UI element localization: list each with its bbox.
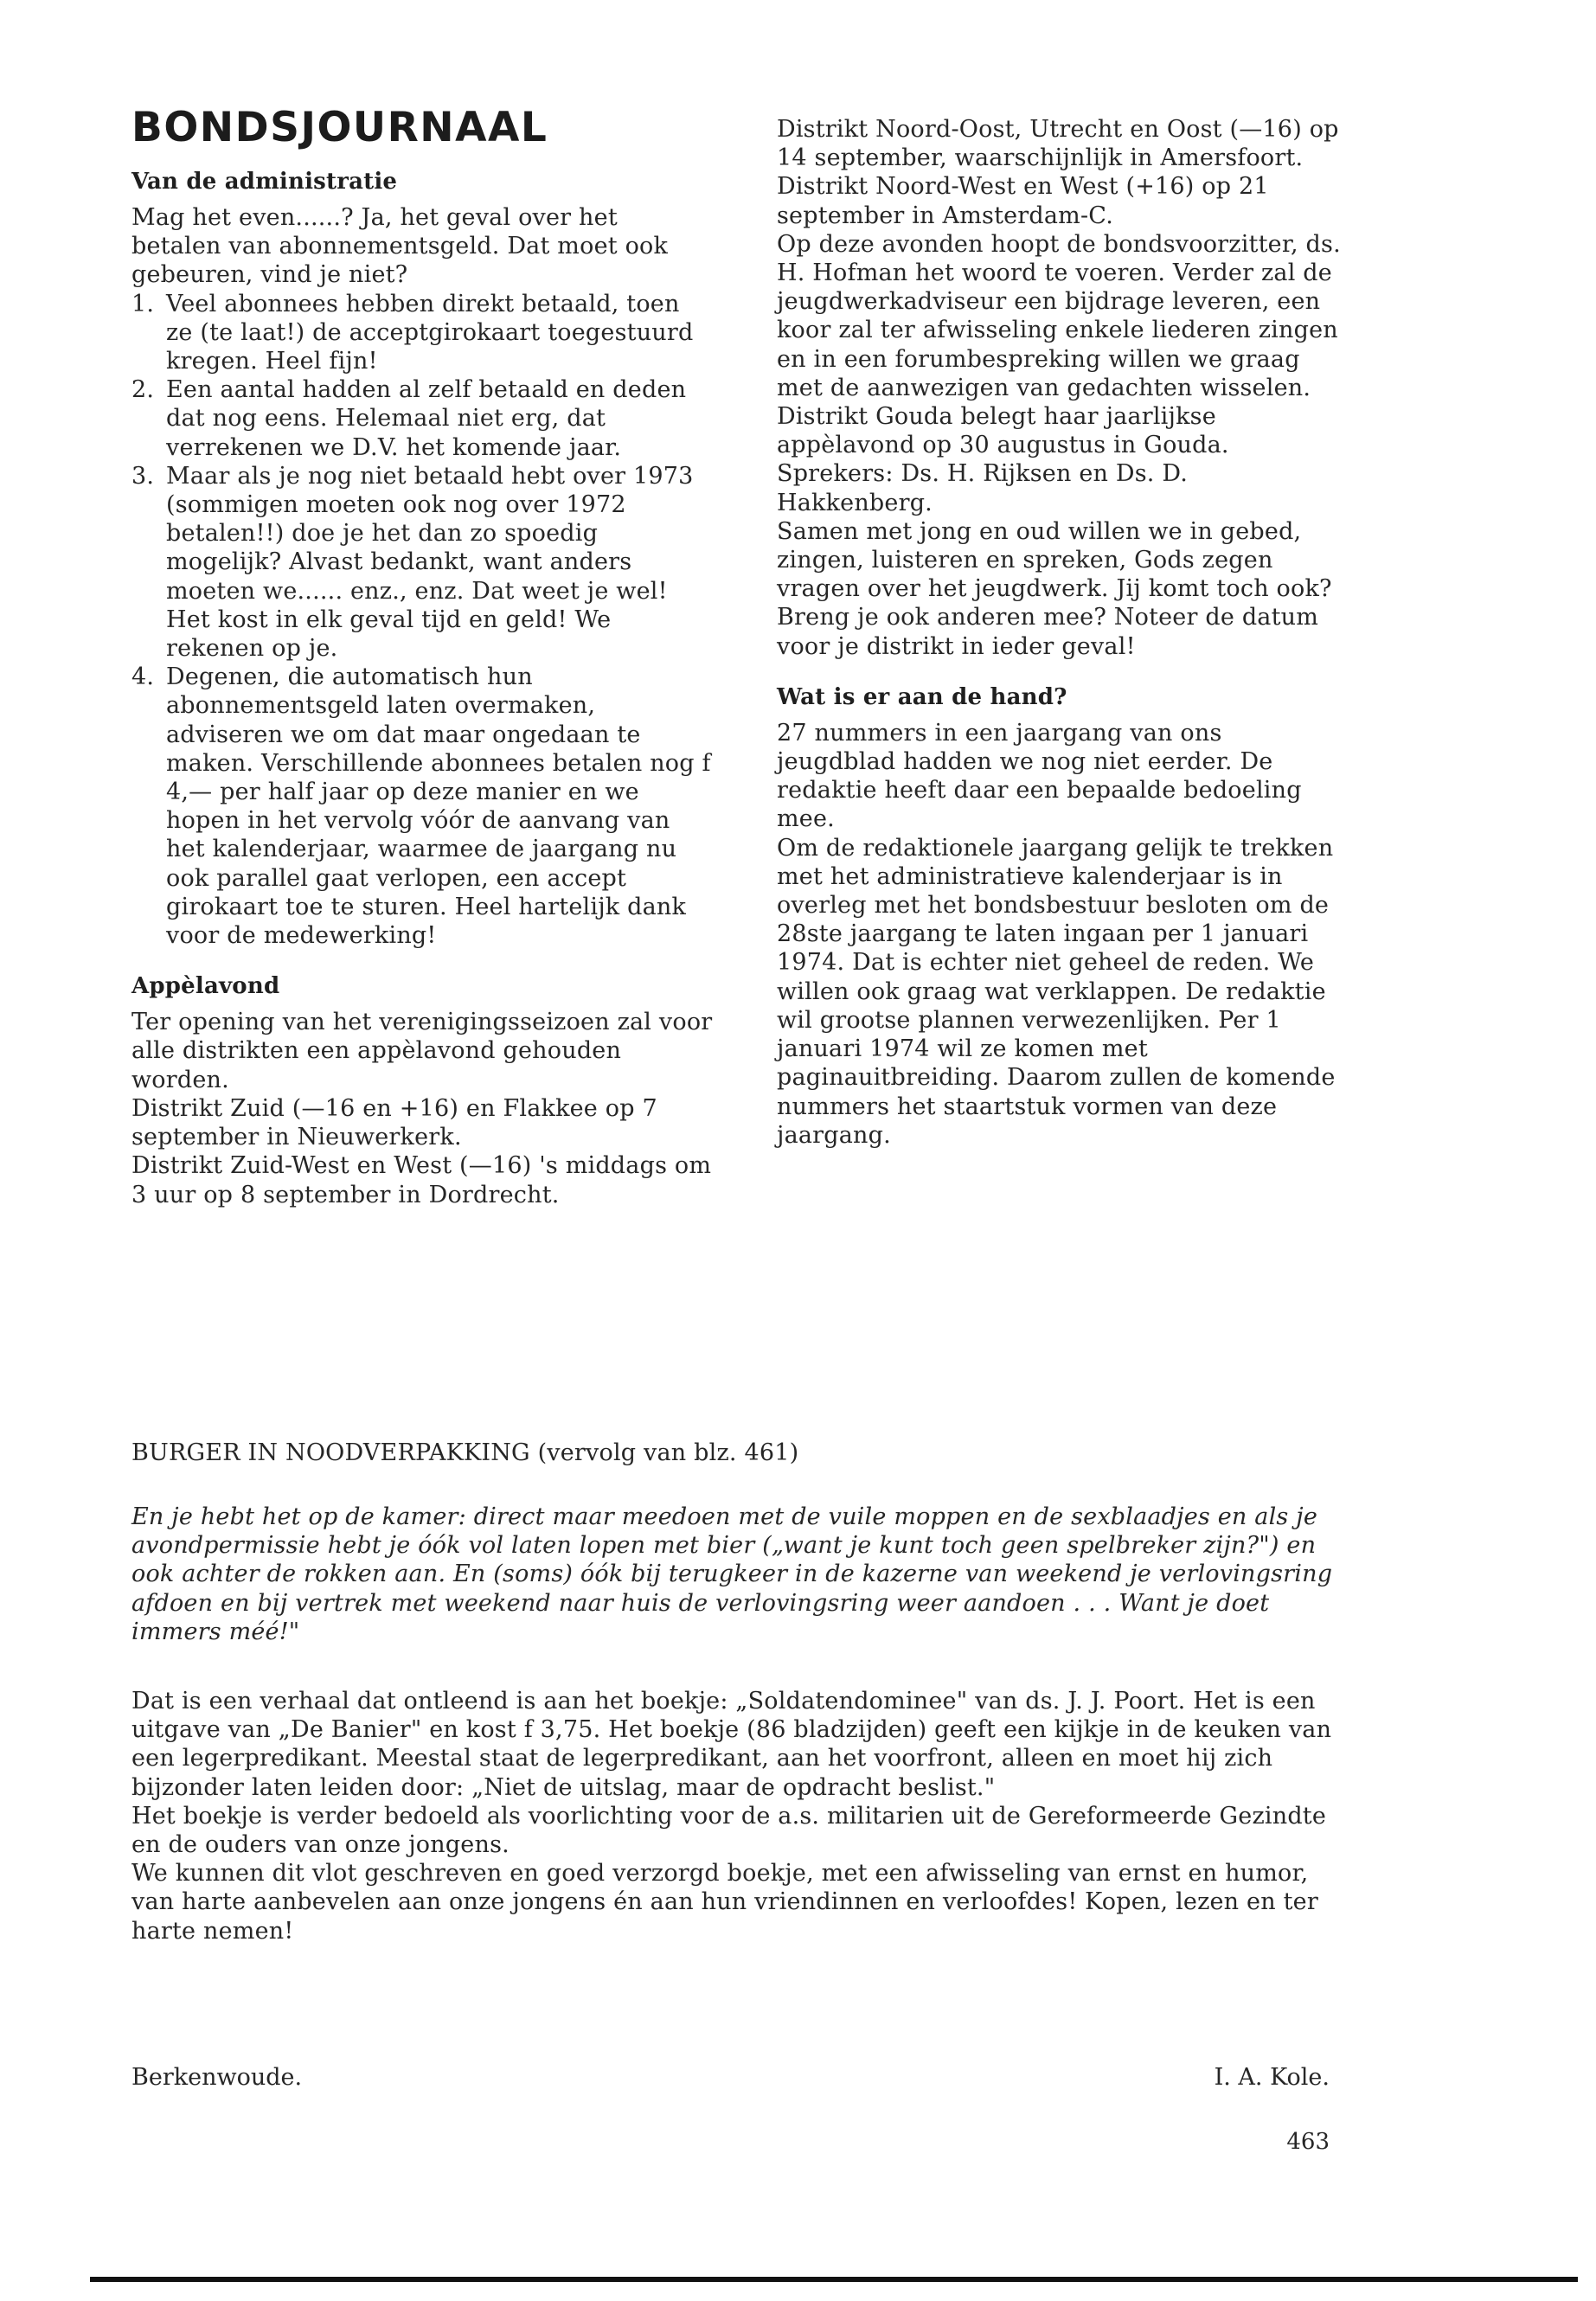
- page-number: 463: [1286, 2129, 1330, 2155]
- list-number: 4.: [131, 663, 155, 691]
- list-number: 1.: [131, 290, 155, 317]
- continuation-body: [131, 1687, 1336, 1945]
- body-paragraph: Dat is een verhaal dat ontleend is aan het boekje: „Soldatendominee" van ds. J. J. Poort. Het is een uitgave van „De Banier" en kost f 3,75. Het boekje (86 bladzijden) geeft een kijkje in de keuken van een legerpredikant. Meestal staat de legerpredikant, aan het voorfront, alleen en moet hij zich bijzonder laten leiden door: „Niet de uitslag, maar de opdracht beslist.": [131, 1688, 1332, 1801]
- appelavond-paragraph: Distrikt Noord-Oost, Utrecht en Oost (—16) op 14 september, waarschijnlijk in Amersfoort.: [777, 116, 1339, 172]
- hand-paragraph: 27 nummers in een jaargang van ons jeugdblad hadden we nog niet eerder. De redaktie heeft daar een bepaalde bedoeling mee.: [777, 719, 1302, 833]
- list-text: Veel abonnees hebben direkt betaald, toen ze (te laat!) de acceptgirokaart toegestuurd kregen. Heel fijn!: [166, 290, 694, 375]
- list-item: [131, 663, 713, 950]
- appelavond-paragraph: Distrikt Noord-West en West (+16) op 21 september in Amsterdam-C.: [777, 173, 1269, 229]
- masthead-title: BONDSJOURNAAL: [131, 104, 548, 151]
- appelavond-paragraph: Samen met jong en oud willen we in gebed, zingen, luisteren en spreken, Gods zegen vragen over het jeugdwerk. Jij komt toch ook? Breng je ook anderen mee? Noteer de datum voor je distrikt in ieder geval!: [777, 517, 1332, 660]
- list-text: Maar als je nog niet betaald hebt over 1973 (sommigen moeten ook nog over 1972 betalen!!) doe je het dan zo spoedig mogelijk? Alvast bedankt, want anders moeten we...... enz., enz. Dat weet je wel! Het kost in elk geval tijd en geld! We rekenen op je.: [166, 462, 694, 663]
- body-paragraph: Het boekje is verder bedoeld als voorlichting voor de a.s. militarien uit de Gereformeerde Gezindte en de ouders van onze jongens.: [131, 1802, 1327, 1859]
- list-item: [131, 290, 713, 376]
- appelavond-paragraph: Ter opening van het verenigingsseizoen zal voor alle distrikten een appèlavond gehouden worden.: [131, 1009, 713, 1093]
- appelavond-paragraph: Distrikt Zuid (—16 en +16) en Flakkee op 7 september in Nieuwerkerk.: [131, 1094, 657, 1151]
- hand-heading: Wat is er aan de hand?: [777, 683, 1067, 710]
- hand-paragraph: Om de redaktionele jaargang gelijk te trekken met het administratieve kalenderjaar is in overleg met het bondsbestuur besloten om de 28ste jaargang te laten ingaan per 1 januari 1974. Dat is echter niet geheel de reden. We willen ook graag wat verklappen. De redaktie wil grootse plannen verwezenlijken. Per 1 januari 1974 wil ze komen met paginauitbreiding. Daarom zullen de komende nummers het staartstuk vormen van deze jaargang.: [777, 834, 1336, 1149]
- administratie-heading: Van de administratie: [131, 169, 398, 195]
- signoff-place: Berkenwoude.: [131, 2064, 303, 2091]
- appelavond-paragraph: Distrikt Zuid-West en West (—16) 's middags om 3 uur op 8 september in Dordrecht.: [131, 1152, 712, 1208]
- italic-quote: En je hebt het op de kamer: direct maar meedoen met de vuile moppen en de sexblaadjes en als je avondpermissie hebt je óók vol laten lopen met bier („want je kunt toch geen spelbreker zijn?") en ook achter de rokken aan. En (soms) óók bij terugkeer in de kazerne van weekend je verlovingsring afdoen en bij vertrek met weekend naar huis de verlovingsring weer aandoen . . . Want je doet immers méé!": [131, 1503, 1333, 1645]
- list-item: [131, 462, 713, 663]
- signoff-author: I. A. Kole.: [1214, 2064, 1330, 2091]
- list-text: Degenen, die automatisch hun abonnementsgeld laten overmaken, adviseren we om dat maar ongedaan te maken. Verschillende abonnees betalen nog f 4,— per half jaar op deze manier en we hopen in het vervolg vóór de aanvang van het kalenderjaar, waarmee de jaargang nu ook parallel gaat verlopen, een accept girokaart toe te sturen. Heel hartelijk dank voor de medewerking!: [166, 663, 711, 950]
- appelavond-heading: Appèlavond: [131, 973, 280, 1000]
- bottom-rule: [90, 2277, 1578, 2282]
- list-number: 2.: [131, 376, 155, 404]
- appelavond-paragraph: Op deze avonden hoopt de bondsvoorzitter, ds. H. Hofman het woord te voeren. Verder zal de jeugdwerkadviseur een bijdrage leveren, een koor zal ter afwisseling enkele liederen zingen en in een forumbespreking willen we graag met de aanwezigen van gedachten wisselen.: [777, 230, 1341, 401]
- body-paragraph: We kunnen dit vlot geschreven en goed verzorgd boekje, met een afwisseling van ernst en humor, van harte aanbevelen aan onze jongens én aan hun vriendinnen en verloofdes! Kopen, lezen en ter harte nemen!: [131, 1860, 1318, 1945]
- continuation-title: BURGER IN NOODVERPAKKING (vervolg van blz. 461): [131, 1439, 799, 1466]
- appelavond-paragraph: Distrikt Gouda belegt haar jaarlijkse appèlavond op 30 augustus in Gouda. Sprekers: Ds. H. Rijksen en Ds. D. Hakkenberg.: [777, 403, 1229, 516]
- list-text: Een aantal hadden al zelf betaald en deden dat nog eens. Helemaal niet erg, dat verrekenen we D.V. het komende jaar.: [166, 376, 687, 461]
- administratie-intro: Mag het even......? Ja, het geval over het betalen van abonnementsgeld. Dat moet ook gebeuren, vind je niet?: [131, 204, 669, 289]
- left-column: [131, 102, 713, 1209]
- administratie-list: [131, 290, 713, 951]
- right-column: [777, 115, 1341, 1150]
- list-number: 3.: [131, 462, 155, 490]
- list-item: [131, 375, 713, 462]
